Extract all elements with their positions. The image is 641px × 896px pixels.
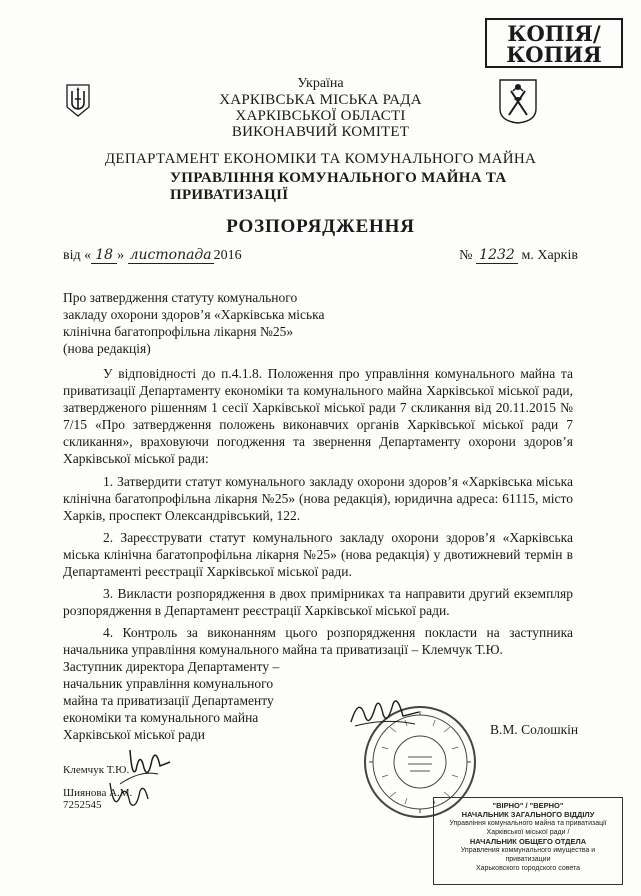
letterhead — [0, 76, 641, 140]
date-number-line — [63, 247, 578, 267]
signatory-title-line: начальник управління комунального — [63, 676, 274, 691]
signatory-name: В.М. Солошкін — [490, 722, 579, 737]
department-header — [0, 151, 641, 204]
item-4: 4. Контроль за виконанням цього розпорядження покласти на заступника начальника управління комунального майна та приватизації – Клемчук Т.Ю. — [63, 625, 573, 657]
signatory-title-line: економіки та комунального майна — [63, 710, 259, 725]
number-prefix: № — [459, 248, 473, 263]
verno-line: Управління комунального майна та приватизації — [449, 820, 607, 827]
date-mid: » — [117, 248, 125, 263]
date-prefix: від « — [63, 248, 92, 263]
director-signature-icon — [345, 692, 425, 734]
subject-line: Про затвердження статуту комунального — [63, 290, 298, 305]
date-month: листопада — [129, 247, 212, 263]
date-year: 2016 — [213, 248, 242, 263]
subject-line: (нова редакція) — [63, 341, 151, 356]
city-name: м. Харків — [521, 248, 578, 263]
executor-name: Шиянова А.М. — [63, 787, 133, 799]
copy-stamp-line1: КОПІЯ/ — [507, 21, 601, 46]
subject-block — [63, 289, 333, 357]
intro-paragraph: У відповідності до п.4.1.8. Положення про управління комунального майна та приватизації Департаменту економіки та комунального майна Харківської міської ради, затвердженого рішенням 1 сесії Харківської міської ради 7 скликання від 20.11.2015 № 7/15 «Про затвердження положень виконавчих органів Харківської міської ради 7 скликання», враховуючи погодження та звернення Департаменту охорони здоров’я Харківської міської ради: — [63, 366, 573, 466]
item-2: 2. Зареєструвати статут комунального закладу охорони здоров’я «Харківська міська клінічна багатопрофільна лікарня №25» (нова редакція) у двотижневий термін в Департаменті реєстрації Харківської міської ради. — [63, 530, 573, 579]
verno-line: Управления коммунального имущества и приватизации — [460, 847, 596, 863]
item-1: 1. Затвердити статут комунального закладу охорони здоров’я «Харківська міська клінічна багатопрофільна лікарня №25» (нова редакція), юридична адреса: 61115, місто Харків, проспект Олександрівський, 122. — [63, 474, 573, 523]
document-date — [63, 247, 242, 264]
division-name-line2: ПРИВАТИЗАЦІЇ — [170, 187, 289, 203]
region-name: ХАРКІВСЬКОЇ ОБЛАСТІ — [235, 108, 406, 124]
copy-stamp — [485, 18, 623, 68]
copy-stamp-line2: КОПИЯ — [506, 42, 602, 67]
department-name: ДЕПАРТАМЕНТ ЕКОНОМІКИ ТА КОМУНАЛЬНОГО МАЙНА — [104, 151, 537, 167]
verno-line: НАЧАЛЬНИК ОБЩЕГО ОТДЕЛА — [469, 837, 587, 846]
committee-name: ВИКОНАВЧИЙ КОМІТЕТ — [231, 124, 410, 140]
date-day: 18 — [91, 247, 117, 264]
country-name: Україна — [297, 76, 344, 91]
executor-phone: 7252545 — [63, 799, 102, 811]
executor-signature-icon — [100, 775, 160, 815]
signatory-title-line: майна та приватизації Департаменту — [63, 693, 274, 708]
verno-line: Харківської міської ради / — [486, 829, 570, 836]
document-number — [459, 247, 578, 264]
subject-line: клінічна багатопрофільна лікарня №25» — [63, 324, 294, 339]
document-title: РОЗПОРЯДЖЕННЯ — [226, 216, 415, 237]
item-3: 3. Викласти розпорядження в двох примірниках та направити другий екземпляр розпорядження в Департамент реєстрації Харківської міської ради. — [63, 586, 573, 618]
signatory-title-line: Заступник директора Департаменту – — [63, 659, 280, 674]
document-body — [63, 365, 573, 658]
council-name: ХАРКІВСЬКА МІСЬКА РАДА — [219, 92, 422, 108]
verno-line: Харьковского городского совета — [475, 865, 581, 872]
division-name-line1: УПРАВЛІННЯ КОМУНАЛЬНОГО МАЙНА ТА — [170, 170, 507, 186]
signatory-title-line: Харківської міської ради — [63, 727, 206, 742]
number-value: 1232 — [476, 247, 518, 264]
verno-title: "ВІРНО" / "ВЕРНО" — [492, 801, 564, 810]
signatory-title — [63, 658, 293, 743]
certified-copy-stamp — [433, 797, 623, 885]
subject-line: закладу охорони здоров’я «Харківська міська — [63, 307, 325, 322]
verno-line: НАЧАЛЬНИК ЗАГАЛЬНОГО ВІДДІЛУ — [461, 810, 595, 819]
approver-name: Клемчук Т.Ю. — [63, 764, 130, 776]
